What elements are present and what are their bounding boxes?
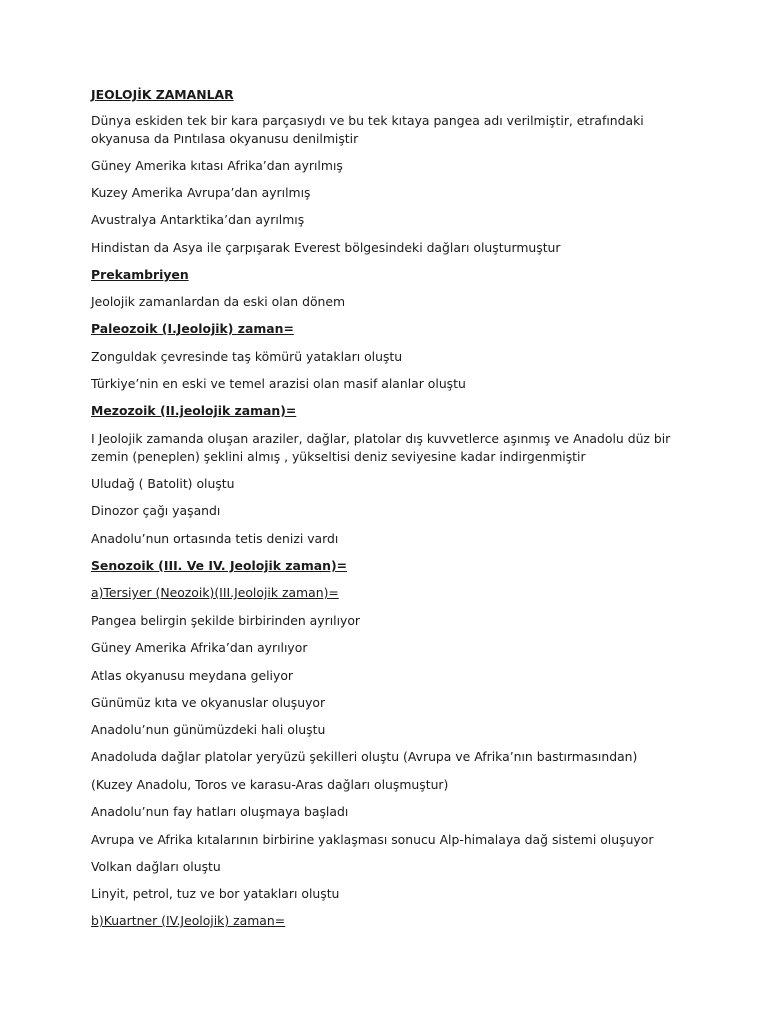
section-heading: Mezozoik (II.jeolojik zaman)= <box>91 403 297 418</box>
paragraph: Günümüz kıta ve okyanuslar oluşuyor <box>91 695 326 710</box>
paragraph: Volkan dağları oluştu <box>91 859 221 874</box>
section-heading: a)Tersiyer (Neozoik)(III.Jeolojik zaman)= <box>91 585 339 600</box>
paragraph: Güney Amerika kıtası Afrika’dan ayrılmış <box>91 158 343 173</box>
paragraph: Hindistan da Asya ile çarpışarak Everest bölgesindeki dağları oluşturmuştur <box>91 240 561 255</box>
paragraph: (Kuzey Anadolu, Toros ve karasu-Aras dağları oluşmuştur) <box>91 777 449 792</box>
paragraph: Dinozor çağı yaşandı <box>91 503 221 518</box>
paragraph: Anadoluda dağlar platolar yeryüzü şekilleri oluştu (Avrupa ve Afrika’nın bastırmasından) <box>91 749 638 764</box>
paragraph: Kuzey Amerika Avrupa’dan ayrılmış <box>91 185 311 200</box>
section-heading: Prekambriyen <box>91 267 189 282</box>
paragraph: Zonguldak çevresinde taş kömürü yatakları oluştu <box>91 349 403 364</box>
paragraph: Atlas okyanusu meydana geliyor <box>91 668 293 683</box>
paragraph: Dünya eskiden tek bir kara parçasıydı ve bu tek kıtaya pangea adı verilmiştir, etrafındaki okyanusa da Pıntılasa okyanusu denilmiştir <box>91 113 644 146</box>
paragraph: Anadolu’nun fay hatları oluşmaya başladı <box>91 804 349 819</box>
section-heading: Paleozoik (I.Jeolojik) zaman= <box>91 321 294 336</box>
paragraph: Türkiye’nin en eski ve temel arazisi olan masif alanlar oluştu <box>91 376 466 391</box>
paragraph: Uludağ ( Batolit) oluştu <box>91 476 235 491</box>
paragraph: Anadolu’nun ortasında tetis denizi vardı <box>91 531 339 546</box>
section-heading: JEOLOJİK ZAMANLAR <box>91 87 234 102</box>
paragraph: Jeolojik zamanlardan da eski olan dönem <box>91 294 346 309</box>
paragraph: Linyit, petrol, tuz ve bor yatakları oluştu <box>91 886 340 901</box>
paragraph: Pangea belirgin şekilde birbirinden ayrılıyor <box>91 613 361 628</box>
paragraph: Avustralya Antarktika’dan ayrılmış <box>91 212 305 227</box>
paragraph: Anadolu’nun günümüzdeki hali oluştu <box>91 722 326 737</box>
paragraph: Güney Amerika Afrika’dan ayrılıyor <box>91 640 308 655</box>
paragraph: Avrupa ve Afrika kıtalarının birbirine yaklaşması sonucu Alp-himalaya dağ sistemi oluşuyor <box>91 832 654 847</box>
section-heading: b)Kuartner (IV.Jeolojik) zaman= <box>91 913 286 928</box>
paragraph: I Jeolojik zamanda oluşan araziler, dağlar, platolar dış kuvvetlerce aşınmış ve Anadolu düz bir zemin (peneplen) şeklini almış , yükseltisi deniz seviyesine kadar indirgenmiştir <box>91 431 671 464</box>
section-heading: Senozoik (III. Ve IV. Jeolojik zaman)= <box>91 558 347 573</box>
